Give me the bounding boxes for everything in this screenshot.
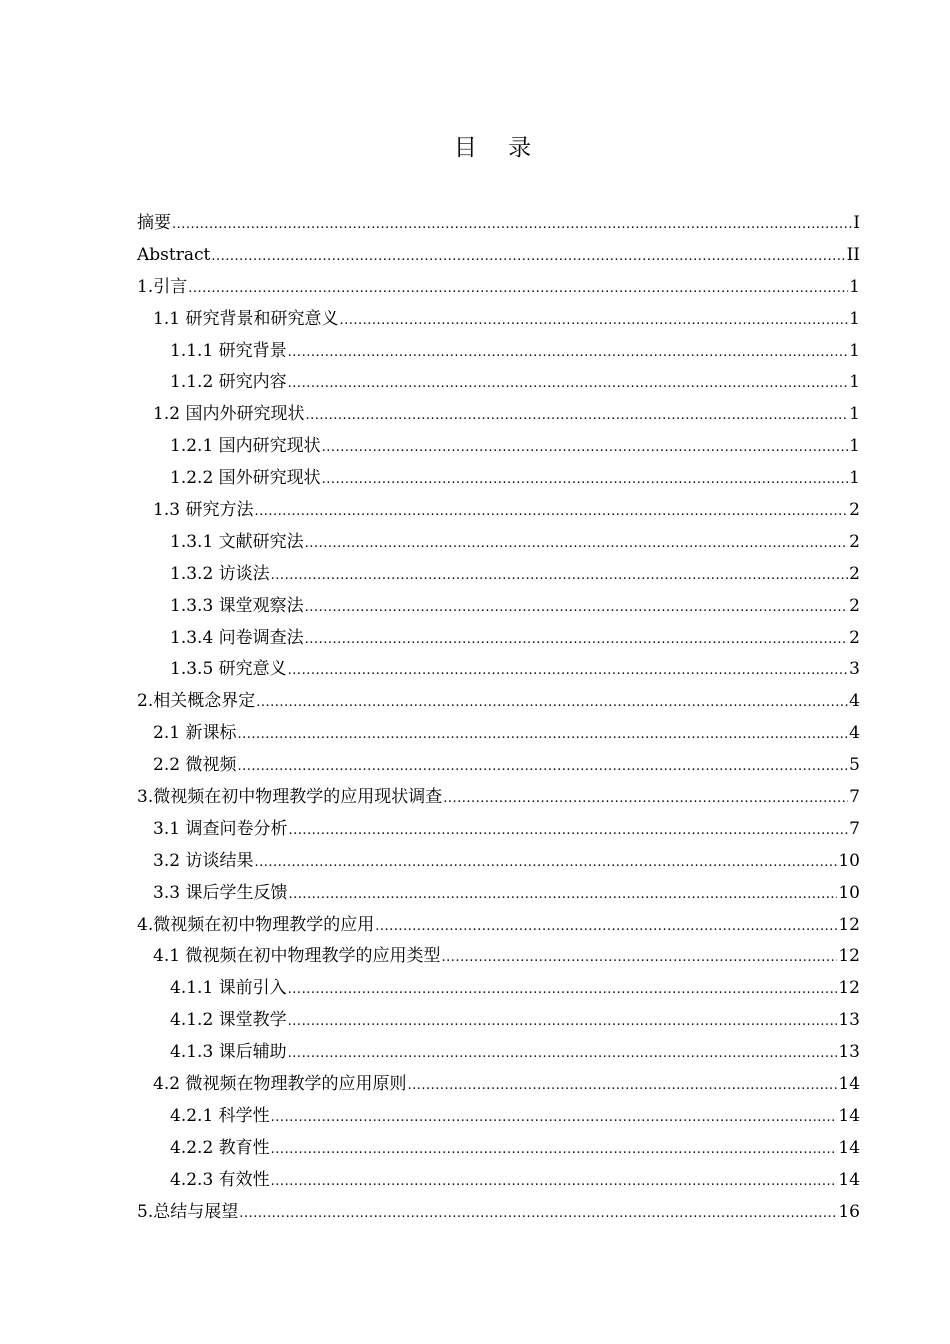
toc-entry-label: 3.1 调查问卷分析	[153, 818, 288, 839]
toc-entry[interactable]	[137, 750, 860, 782]
toc-entry-label: 1.2.1 国内研究现状	[170, 436, 321, 457]
toc-entry-label: 2.1 新课标	[153, 723, 237, 744]
toc-entry-label: 摘要	[137, 213, 171, 233]
toc-entry[interactable]	[137, 431, 860, 463]
toc-entry[interactable]	[137, 1197, 860, 1229]
toc-entry-page-number: 16	[838, 1201, 860, 1222]
toc-entry-page-number: 1	[849, 468, 860, 489]
dot-leader	[305, 592, 849, 624]
toc-entry-label: 1.1.2 研究内容	[170, 372, 287, 393]
toc-entry[interactable]	[137, 463, 860, 495]
toc-entry-page-number: 2	[849, 531, 860, 552]
toc-entry-label: 4.2.3 有效性	[170, 1169, 270, 1190]
toc-entry[interactable]	[137, 399, 860, 431]
toc-entry-label: 3.2 访谈结果	[153, 850, 254, 871]
toc-entry[interactable]	[137, 240, 860, 272]
dot-leader	[256, 687, 848, 719]
toc-entry[interactable]	[137, 782, 860, 814]
toc-entry-page-number: 13	[838, 1010, 860, 1031]
dot-leader	[239, 1198, 837, 1230]
dot-leader	[288, 337, 849, 369]
toc-entry-label: 1.3 研究方法	[153, 500, 254, 521]
dot-leader	[305, 528, 849, 560]
dot-leader	[254, 847, 837, 879]
toc-entry[interactable]	[137, 1101, 860, 1133]
toc-entry-label: 1.3.1 文献研究法	[170, 531, 304, 552]
toc-entry-page-number: 1	[849, 372, 860, 393]
toc-entry-label: 1.3.4 问卷调查法	[170, 627, 304, 648]
toc-entry-label: 1.1 研究背景和研究意义	[153, 308, 339, 329]
toc-entry[interactable]	[137, 559, 860, 591]
toc-entry-label: 1.2.2 国外研究现状	[170, 468, 321, 489]
dot-leader	[288, 368, 849, 400]
toc-entry-page-number: 14	[838, 1169, 860, 1190]
toc-entry[interactable]	[137, 591, 860, 623]
toc-entry-page-number: 4	[849, 691, 860, 712]
toc-entry-page-number: 14	[838, 1105, 860, 1126]
dot-leader	[339, 305, 848, 337]
toc-entry-page-number: 12	[838, 946, 860, 967]
toc-entry-page-number: 13	[838, 1042, 860, 1063]
toc-entry[interactable]	[137, 208, 860, 240]
toc-entry[interactable]	[137, 304, 860, 336]
dot-leader	[375, 911, 837, 943]
toc-entry-label: 2.2 微视频	[153, 755, 237, 776]
toc-entry-page-number: 4	[849, 723, 860, 744]
toc-entry-page-number: 1	[849, 404, 860, 425]
toc-entry[interactable]	[137, 367, 860, 399]
toc-entry-page-number: 2	[849, 563, 860, 584]
toc-entry-page-number: 14	[838, 1074, 860, 1095]
toc-entry-page-number: 3	[849, 659, 860, 680]
toc-entry-page-number: 1	[849, 308, 860, 329]
toc-entry-page-number: 12	[838, 978, 860, 999]
dot-leader	[288, 879, 837, 911]
toc-entry-page-number: 7	[849, 818, 860, 839]
dot-leader	[211, 241, 845, 273]
table-of-contents	[137, 208, 860, 1229]
toc-entry-page-number: II	[846, 244, 860, 265]
toc-entry[interactable]	[137, 941, 860, 973]
toc-entry-label: 4.微视频在初中物理教学的应用	[137, 914, 375, 935]
toc-entry-label: 4.2.1 科学性	[170, 1105, 270, 1126]
toc-entry-label: 3.3 课后学生反馈	[153, 882, 288, 903]
toc-entry-label: 1.2 国内外研究现状	[153, 404, 305, 425]
toc-entry[interactable]	[137, 686, 860, 718]
toc-entry-page-number: I	[853, 213, 860, 233]
dot-leader	[322, 464, 849, 496]
toc-entry-label: 1.1.1 研究背景	[170, 340, 287, 361]
dot-leader	[288, 655, 849, 687]
toc-entry-label: 2.相关概念界定	[137, 691, 256, 712]
toc-entry[interactable]	[137, 654, 860, 686]
toc-entry[interactable]	[137, 1005, 860, 1037]
toc-entry[interactable]	[137, 910, 860, 942]
toc-entry[interactable]	[137, 1165, 860, 1197]
dot-leader	[305, 400, 848, 432]
toc-entry-page-number: 10	[838, 882, 860, 903]
toc-entry[interactable]	[137, 973, 860, 1005]
toc-entry-label: 4.2 微视频在物理教学的应用原则	[153, 1074, 407, 1095]
toc-entry-label: 1.3.3 课堂观察法	[170, 595, 304, 616]
toc-entry[interactable]	[137, 527, 860, 559]
toc-entry-page-number: 2	[849, 500, 860, 521]
dot-leader	[441, 942, 837, 974]
dot-leader	[288, 1038, 838, 1070]
toc-entry[interactable]	[137, 878, 860, 910]
toc-entry-label: 4.1.1 课前引入	[170, 978, 287, 999]
toc-entry-label: 4.1.3 课后辅助	[170, 1042, 287, 1063]
toc-entry-label: 4.1 微视频在初中物理教学的应用类型	[153, 946, 441, 967]
toc-entry-label: 1.3.2 访谈法	[170, 563, 270, 584]
toc-entry[interactable]	[137, 272, 860, 304]
toc-entry[interactable]	[137, 623, 860, 655]
dot-leader	[288, 974, 838, 1006]
dot-leader	[322, 432, 849, 464]
toc-entry-label: 1.引言	[137, 276, 188, 297]
toc-entry-label: 5.总结与展望	[137, 1201, 239, 1222]
toc-entry[interactable]	[137, 1133, 860, 1165]
dot-leader	[254, 496, 848, 528]
toc-entry-page-number: 1	[849, 436, 860, 457]
toc-entry[interactable]	[137, 718, 860, 750]
toc-entry[interactable]	[137, 846, 860, 878]
dot-leader	[288, 1006, 838, 1038]
dot-leader	[305, 624, 849, 656]
toc-entry-label: 1.3.5 研究意义	[170, 659, 287, 680]
dot-leader	[271, 1134, 838, 1166]
dot-leader	[443, 783, 848, 815]
toc-entry[interactable]	[137, 1069, 860, 1101]
toc-entry-page-number: 5	[849, 755, 860, 776]
toc-entry-label: Abstract	[137, 244, 211, 265]
toc-entry[interactable]	[137, 336, 860, 368]
toc-entry-page-number: 1	[849, 276, 860, 297]
page-title: 目 录	[453, 135, 544, 162]
toc-entry[interactable]	[137, 1037, 860, 1069]
toc-entry-label: 4.2.2 教育性	[170, 1137, 270, 1158]
toc-entry-label: 4.1.2 课堂教学	[170, 1010, 287, 1031]
dot-leader	[288, 815, 848, 847]
toc-entry-page-number: 12	[838, 914, 860, 935]
dot-leader	[188, 273, 848, 305]
toc-entry-page-number: 2	[849, 627, 860, 648]
dot-leader	[237, 719, 848, 751]
toc-entry-page-number: 2	[849, 595, 860, 616]
dot-leader	[271, 1166, 838, 1198]
dot-leader	[407, 1070, 837, 1102]
toc-entry[interactable]	[137, 495, 860, 527]
toc-entry-label: 3.微视频在初中物理教学的应用现状调查	[137, 787, 443, 808]
dot-leader	[237, 751, 848, 783]
toc-entry-page-number: 10	[838, 850, 860, 871]
dot-leader	[271, 1102, 838, 1134]
dot-leader	[172, 209, 852, 241]
toc-entry-page-number: 7	[849, 787, 860, 808]
toc-entry-page-number: 1	[849, 340, 860, 361]
toc-entry-page-number: 14	[838, 1137, 860, 1158]
toc-entry[interactable]	[137, 814, 860, 846]
dot-leader	[271, 560, 849, 592]
